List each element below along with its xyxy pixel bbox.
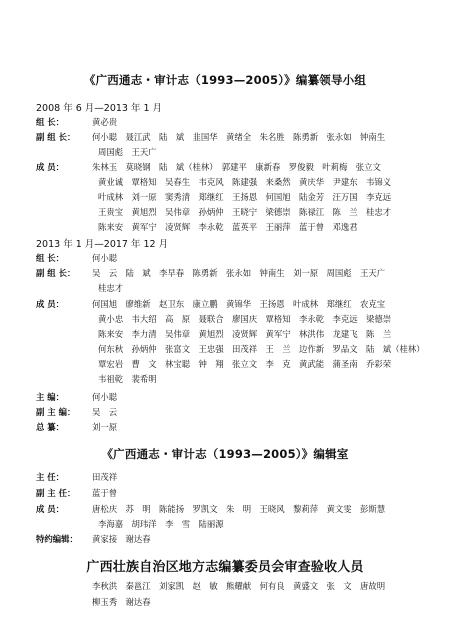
p2-member-row-5	[36, 358, 436, 372]
role-label: 成 员：	[36, 504, 65, 514]
role-label: 组 长：	[36, 253, 65, 263]
role-label: 主 任：	[36, 472, 65, 482]
p1-deputy-row-cont	[36, 146, 436, 160]
names: 黄必贵	[92, 117, 118, 127]
names: 何国旭 廖维新 赵卫东 康立鹏 黄锦华 王扬恩 叶成林 郑继红 农克宝	[92, 299, 386, 309]
director-row	[36, 471, 436, 485]
names: 柳玉秀 谢达春	[92, 597, 151, 607]
editorial-office-title: 《广西通志・审计志（1993—2005）》编辑室	[101, 447, 349, 461]
p2-leader-row	[36, 252, 436, 266]
names: 吴 云	[92, 407, 118, 417]
special-editor-row	[36, 533, 436, 547]
role-label: 成 员：	[36, 299, 65, 309]
period-2-heading: 2013 年 1 月—2017 年 12 月	[36, 239, 169, 250]
chief-editor-row	[36, 391, 436, 405]
p2-member-row	[36, 298, 436, 312]
names: 覃宏岩 曹 文 林宝聪 钟 翔 张立文 李 克 黄武能 蒲圣南 乔彩荣	[98, 359, 392, 369]
names: 李秋洪 秦邕江 刘家凯 赵 敏 熊耀献 何有良 黄盛文 张 文 唐故明	[92, 581, 386, 591]
review-row-2	[36, 596, 436, 610]
names: 陈来安 李力清 吴伟章 黄旭烈 凌贤辉 黄军宁 林洪伟 龙建飞 陈 兰	[98, 329, 392, 339]
names: 何小聪 聂江武 陆 斌 韭国华 黄绪全 朱名胜 陈勇新 张永如 钟南生	[92, 132, 386, 142]
p1-member-row-2	[36, 176, 436, 190]
role-label: 主 编：	[36, 392, 65, 402]
role-label: 副 组 长：	[36, 268, 76, 278]
names: 李海嘉 胡玮洋 李 雪 陆丽源	[98, 519, 224, 529]
names: 唐松庆 苏 明 陈能扬 罗凯文 朱 明 王晓风 黎莉萍 黄文雯 彭斯慧	[92, 504, 386, 514]
p2-member-row-3	[36, 328, 436, 342]
names: 陈来安 黄军宁 凌贤辉 李永乾 蓝英平 王丽萍 蓝于曾 邓逸君	[98, 222, 358, 232]
p2-member-row-6	[36, 373, 436, 387]
role-label: 副 主 任：	[36, 488, 76, 498]
role-label: 特约编辑：	[36, 534, 78, 544]
names: 刘一原	[92, 422, 118, 432]
p2-member-row-2	[36, 313, 436, 327]
names: 吴 云 陆 斌 李早春 陈勇新 张永如 钟南生 刘一原 周国彪 王天广	[92, 268, 386, 278]
p1-leader-row	[36, 116, 436, 130]
leadership-group-title: 《广西通志・审计志（1993—2005）》编纂领导小组	[83, 73, 367, 87]
editorial-member-row	[36, 503, 436, 517]
role-label: 副 主 编：	[36, 407, 76, 417]
editorial-member-row-2	[36, 518, 436, 532]
review-row	[36, 580, 436, 594]
deputy-director-row	[36, 487, 436, 501]
names: 王贵宝 黄旭烈 吴伟章 孙炳仲 王晓宁 梁德崇 陈禄江 陈 兰 桂忠才	[98, 207, 392, 217]
deputy-editor-row	[36, 406, 436, 420]
p1-member-row	[36, 161, 436, 175]
period-1-heading: 2008 年 6 月—2013 年 1 月	[36, 103, 163, 114]
role-label: 副 组 长：	[36, 132, 76, 142]
role-label: 成 员：	[36, 162, 65, 172]
p1-member-row-3	[36, 191, 436, 205]
p2-member-row-4	[36, 343, 436, 357]
names: 叶成林 刘一原 窦秀清 郑继红 王扬恩 何国旭 陆金芳 汪万国 李克远	[98, 192, 392, 202]
p2-deputy-row-cont	[36, 282, 436, 296]
names: 韦祖乾 裴希明	[98, 374, 157, 384]
review-committee-title: 广西壮族自治区地方志编纂委员会审查验收人员	[86, 560, 364, 575]
names: 何小聪	[92, 392, 118, 402]
p1-member-row-5	[36, 221, 436, 235]
names: 何东秋 孙炳仲 张富文 王忠强 田茂祥 王 兰 边作新 罗品文 陆 斌（桂林）	[98, 344, 425, 354]
names: 黄家接 谢达春	[92, 534, 151, 544]
names: 朱林玉 莫晓钢 陆 斌（桂林） 郭建平 康新春 罗俊毅 叶莉梅 张立文	[92, 162, 381, 172]
names: 黄小忠 韦大绍 高 原 聂联合 廖国庆 覃格知 李永乾 李克远 梁德崇	[98, 314, 392, 324]
names: 田茂祥	[92, 472, 118, 482]
names: 何小聪	[92, 253, 118, 263]
p1-member-row-4	[36, 206, 436, 220]
names: 蓝于曾	[92, 488, 118, 498]
role-label: 总 纂：	[36, 422, 65, 432]
p1-deputy-row	[36, 131, 436, 145]
p2-deputy-row	[36, 267, 436, 281]
names: 黄业诚 覃格知 吴春生 韦克风 陈建强 来桑然 黄庆华 尹建东 韦锦义	[98, 177, 392, 187]
names: 周国彪 王天广	[98, 147, 157, 157]
role-label: 组 长：	[36, 117, 65, 127]
names: 桂忠才	[98, 283, 124, 293]
executive-editor-row	[36, 421, 436, 435]
